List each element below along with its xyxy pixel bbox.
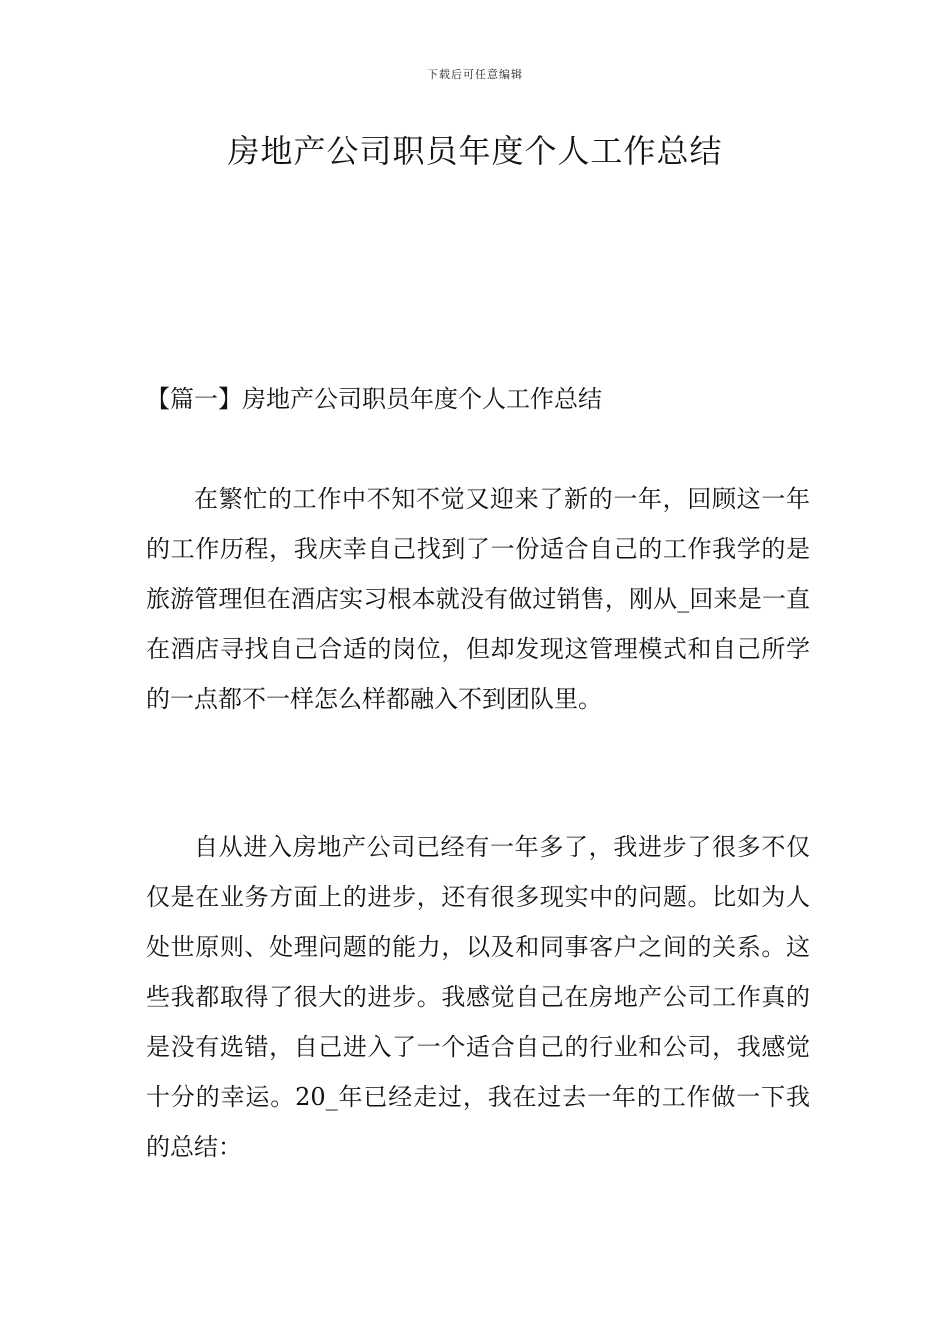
body-paragraph-2: 自从进入房地产公司已经有一年多了，我进步了很多不仅仅是在业务方面上的进步，还有很多现实中的问题。比如为人处世原则、处理问题的能力，以及和同事客户之间的关系。这些我都取得了很大的进步。我感觉自己在房地产公司工作真的是没有选错，自己进入了一个适合自己的行业和公司，我感觉十分的幸运。20_年已经走过，我在过去一年的工作做一下我的总结：	[146, 833, 810, 1161]
body-paragraph-1: 在繁忙的工作中不知不觉又迎来了新的一年，回顾这一年的工作历程，我庆幸自己找到了一份适合自己的工作我学的是旅游管理但在酒店实习根本就没有做过销售，刚从_回来是一直在酒店寻找自己合适的岗位，但却发现这管理模式和自己所学的一点都不一样怎么样都融入不到团队里。	[146, 485, 810, 713]
header-note: 下载后可任意编辑	[427, 68, 523, 81]
section-heading: 【篇一】房地产公司职员年度个人工作总结	[146, 385, 602, 413]
document-title: 房地产公司职员年度个人工作总结	[227, 132, 723, 170]
